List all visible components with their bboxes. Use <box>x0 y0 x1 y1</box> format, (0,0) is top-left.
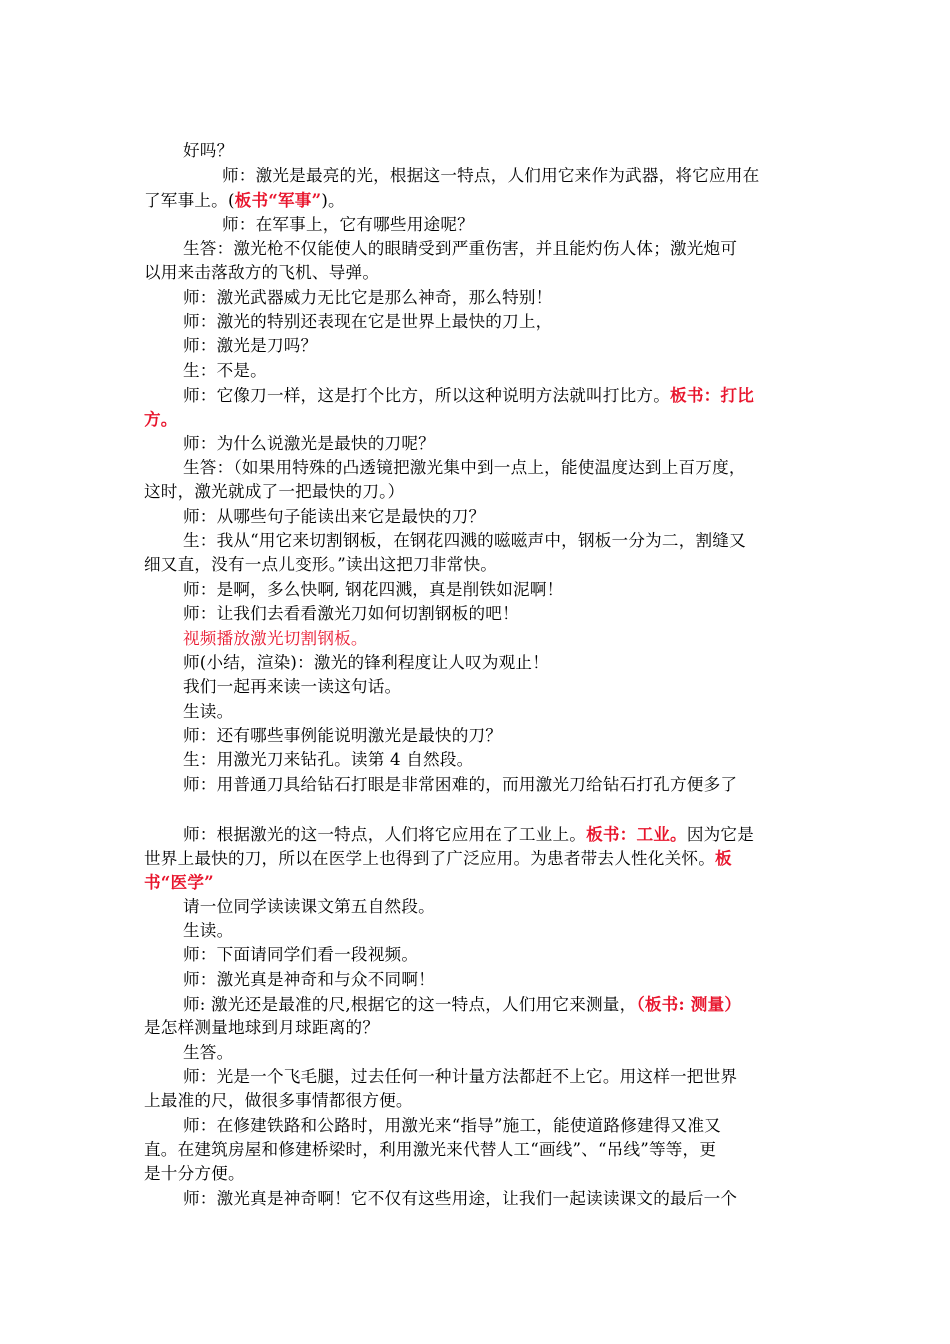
text-line <box>183 529 746 553</box>
text-segment: 生答：激光枪不仅能使人的眼睛受到严重伤害，并且能灼伤人体；激光炮可 <box>183 239 738 258</box>
text-segment: 这时，激光就成了一把最快的刀。） <box>144 482 405 501</box>
text-line <box>183 1065 737 1089</box>
text-segment: 师：在修建铁路和公路时，用激光来“指导”施工，能使道路修建得又准又 <box>183 1116 721 1135</box>
text-line <box>144 1138 716 1162</box>
text-line <box>183 602 519 626</box>
text-segment: 生：用激光刀来钻孔。读第 4 自然段。 <box>183 750 474 769</box>
text-line <box>183 237 737 261</box>
blackboard-note-highlight: 板书：工业。 <box>586 824 687 844</box>
text-line <box>183 286 552 310</box>
text-line <box>183 359 267 383</box>
text-segment: 直。在建筑房屋和修建桥梁时，利用激光来代替人工“画线”、“吊线”等等，更 <box>144 1140 717 1159</box>
blackboard-note-highlight: 方。 <box>144 409 178 429</box>
text-segment: 师：在军事上，它有哪些用途呢？ <box>222 215 474 234</box>
text-segment: 视频播放激光切割钢板。 <box>183 629 368 648</box>
text-line <box>222 213 474 237</box>
blackboard-note-highlight: 板书：打比 <box>670 385 754 405</box>
text-segment: 师：用普通刀具给钻石打眼是非常困难的，而用激光刀给钻石打孔方便多了 <box>183 775 738 794</box>
text-segment: 师：根据激光的这一特点，人们将它应用在了工业上。 <box>183 825 587 844</box>
text-line <box>144 1162 245 1186</box>
text-line <box>183 578 563 602</box>
text-line <box>183 651 549 675</box>
text-line <box>144 1089 413 1113</box>
blackboard-note-highlight: （板书: 测量） <box>636 994 742 1014</box>
text-line <box>183 992 741 1017</box>
text-segment: 因为它是 <box>686 825 755 844</box>
text-segment: 是十分方便。 <box>144 1164 245 1183</box>
text-line <box>183 139 233 163</box>
text-line <box>144 480 404 504</box>
text-segment: 生：我从“用它来切割钢板，在钢花四溅的嗞嗞声中，钢板一分为二，割缝又 <box>183 531 746 550</box>
text-segment: 了军事上。( <box>144 191 235 210</box>
text-segment: 师：下面请同学们看一段视频。 <box>183 945 419 964</box>
text-line <box>183 895 435 919</box>
text-line <box>144 1016 379 1040</box>
text-line <box>183 456 746 480</box>
text-line <box>183 748 473 772</box>
text-segment: 是怎样测量地球到月球距离的？ <box>144 1018 380 1037</box>
text-line <box>144 261 379 285</box>
text-line <box>183 919 233 943</box>
text-segment: )。 <box>321 191 345 210</box>
text-segment: 生答：（如果用特殊的凸透镜把激光集中到一点上，能使温度达到上百万度， <box>183 458 746 477</box>
text-segment: 生答。 <box>183 1043 234 1062</box>
text-line <box>144 870 214 895</box>
text-line <box>144 553 497 577</box>
text-line <box>183 1114 721 1138</box>
blackboard-note-highlight: 板书“军事” <box>234 190 322 210</box>
text-segment: 请一位同学读读课文第五自然段。 <box>183 897 435 916</box>
text-line <box>183 724 502 748</box>
text-line <box>144 407 178 432</box>
text-line <box>183 1041 233 1065</box>
text-segment: 生读。 <box>183 921 234 940</box>
text-segment: 师：让我们去看看激光刀如何切割钢板的吧！ <box>183 604 519 623</box>
text-segment: 生：不是。 <box>183 361 267 380</box>
text-line <box>183 432 435 456</box>
text-line <box>183 334 317 358</box>
text-segment: 上最准的尺，做很多事情都很方便。 <box>144 1091 413 1110</box>
text-segment: 师：激光真是神奇啊！它不仅有这些用途，让我们一起读读课文的最后一个 <box>183 1189 738 1208</box>
text-line <box>183 675 401 699</box>
text-line <box>144 846 732 871</box>
text-segment: 生读。 <box>183 702 234 721</box>
text-segment: 好吗？ <box>183 141 234 160</box>
text-line <box>183 505 485 529</box>
text-line <box>183 310 552 334</box>
text-segment: 师：它像刀一样，这是打个比方，所以这种说明方法就叫打比方。 <box>183 386 671 405</box>
text-segment: 细又直，没有一点儿变形。”读出这把刀非常快。 <box>144 555 498 574</box>
text-segment: 师：激光武器威力无比它是那么神奇，那么特别！ <box>183 288 553 307</box>
text-segment: 师：激光真是神奇和与众不同啊！ <box>183 970 435 989</box>
text-segment: 师：光是一个飞毛腿，过去任何一种计量方法都赶不上它。用这样一把世界 <box>183 1067 738 1086</box>
text-line <box>144 188 345 213</box>
text-segment: 师: 激光还是最准的尺,根据它的这一特点，人们用它来测量， <box>183 995 637 1014</box>
text-segment: 我们一起再来读一读这句话。 <box>183 677 402 696</box>
text-segment: 师：还有哪些事例能说明激光是最快的刀？ <box>183 726 503 745</box>
blackboard-note-highlight: 书“医学” <box>144 872 214 892</box>
text-line <box>183 1187 737 1211</box>
text-line <box>183 627 368 651</box>
text-line <box>183 822 754 847</box>
text-line <box>183 968 435 992</box>
text-line <box>183 700 233 724</box>
text-segment: 师：从哪些句子能读出来它是最快的刀？ <box>183 507 486 526</box>
text-segment: 师：激光是最亮的光，根据这一特点，人们用它来作为武器，将它应用在 <box>222 166 760 185</box>
text-segment: 世界上最快的刀，所以在医学上也得到了广泛应用。为患者带去人性化关怀。 <box>144 849 715 868</box>
text-line <box>183 943 418 967</box>
text-line <box>183 773 737 797</box>
text-segment: 师(小结，渲染)：激光的锋利程度让人叹为观止！ <box>183 653 550 672</box>
text-segment: 师：为什么说激光是最快的刀呢？ <box>183 434 435 453</box>
text-line <box>183 383 754 408</box>
text-line <box>222 164 759 188</box>
text-segment: 师：是啊，多么快啊, 钢花四溅，真是削铁如泥啊！ <box>183 580 564 599</box>
text-segment: 师：激光是刀吗？ <box>183 336 318 355</box>
blackboard-note-highlight: 板 <box>715 848 732 868</box>
text-segment: 师：激光的特别还表现在它是世界上最快的刀上， <box>183 312 553 331</box>
text-segment: 以用来击落敌方的飞机、导弹。 <box>144 263 380 282</box>
